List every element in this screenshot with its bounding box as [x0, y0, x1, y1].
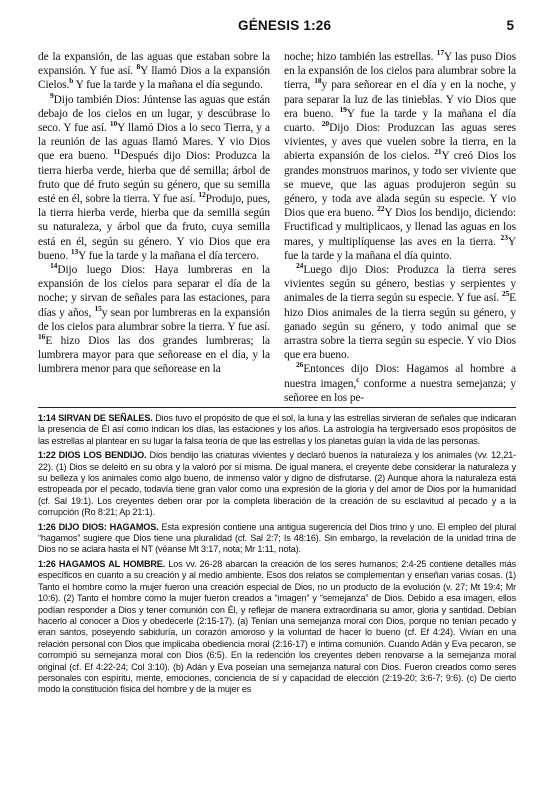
scripture-paragraph: [284, 362, 516, 405]
verse-number: 17: [436, 48, 444, 58]
scripture-text-run: y sean por lumbreras en la expansión de los cielos para alumbrar sobre la tierra. Y fue así.: [38, 306, 270, 333]
verse-number: 19: [339, 105, 347, 115]
scripture-text-run: Y fue la tarde y la mañana el día segundo.: [73, 79, 263, 92]
chapter-verse-heading: GÉNESIS 1:26: [238, 18, 332, 33]
scripture-text-run: Y llamó Dios a lo seco Tierra, y a la reunión de las aguas llamó Mares. Y vio Dios que era bueno.: [38, 122, 270, 163]
verse-number: 22: [377, 204, 385, 214]
study-note: [38, 522, 516, 556]
scripture-paragraph: [38, 50, 270, 93]
verse-number: 18: [314, 76, 322, 86]
scripture-text: [38, 48, 516, 404]
verse-number: 12: [198, 190, 206, 200]
study-note: [38, 450, 516, 518]
scripture-paragraph: [38, 90, 270, 263]
scripture-text-run: Entonces dijo Dios: Hagamos al hombre a nuestra imagen,: [284, 363, 516, 390]
verse-number: 9: [50, 90, 54, 100]
scripture-column-left: [38, 50, 270, 395]
scripture-paragraph: [284, 263, 516, 362]
study-note-text: Los vv. 26-28 abarcan la creación de los seres humanos; 2:4-25 contiene detalles más específicos en cuanto a su creación y al medio ambiente. Esos dos relatos se complementan y enseñan varias cosas. (1) Tanto el hombre como la mujer fueron una creación especial de Dios, no un producto de la evolución (v. 27; Mt 19:4; Mr 10:6). (2) Tanto el hombre como la mujer fueron creados a “imagen” y “semejanza” de Dios. Debido a esa imagen, ellos podían responder a Dios y tener comunión con Él, y reflejar de manera extraordinaria su amor, gloria y santidad. Debían hacerlo al conocer a Dios y obedecerle (2:15-17). (a) Tenían una semejanza moral con Dios, porque no tenían pecado y eran santos, poseyendo sabiduría, un corazón amoroso y la voluntad de hacer lo bueno (cf. Ef 4:24). Vivían en una relación personal con Dios que implicaba obediencia moral (2:16-17) e íntima comunión. Cuando Adán y Eva pecaron, se corrompió su semejanza moral con Dios (6:5). En la redención los creyentes deben renovarse a la semejanza moral original (cf. Ef 4:22-24; Col 3:10). (b) Adán y Eva poseían una semejanza natural con Dios. Fueron creados como seres personales con espíritu, mente, emociones, conciencia de sí y capacidad de elección (2:19-20; 3:6-7; 9:6). (c) De cierto modo la constitución física del hombre y de la mujer es: [38, 558, 517, 695]
verse-number: 13: [70, 247, 79, 257]
scripture-text-run: y para señorear en el día y en la noche, y para separar la luz de las tinieblas. Y vio Dios que era bueno.: [284, 79, 516, 120]
study-note-text: Esta expresión contiene una antigua sugerencia del Dios trino y uno. El empleo del plural “hagamos” sugiere que Dios tiene una pluralidad (cf. Sal 2:7; Is 48:16). Sin embargo, la revelación de la unidad trina de Dios no se aclara hasta el NT (véanse Mt 3:17, nota; Mr 1:11, nota).: [38, 521, 517, 555]
scripture-text-run: noche; hizo también las estrellas.: [284, 51, 437, 63]
scripture-text-run: Y fue la tarde y la mañana el día quinto.: [284, 235, 516, 262]
verse-number: 20: [321, 119, 330, 129]
verse-number: 16: [38, 332, 46, 342]
scripture-text-run: Y creó Dios los grandes monstruos marinos, y todo ser viviente que se mueve, que las aguas produjeron según su género, y toda ave alada según su especie. Y vio Dios que era bueno.: [284, 150, 516, 220]
scripture-paragraph: [38, 263, 270, 377]
verse-number: b: [69, 76, 74, 86]
scripture-text-run: Después dijo Dios: Produzca la tierra hierba verde, hierba que dé semilla; árbol de fruto que dé fruto según su género, que su semilla esté en él, sobre la tierra. Y fue así.: [38, 150, 270, 206]
scripture-text-run: Y las puso Dios en la expansión de los cielos para alumbrar sobre la tierra,: [284, 51, 516, 92]
scripture-column-right: [284, 48, 516, 404]
scripture-text-run: de la expansión, de las aguas que estaban sobre la expansión. Y fue así.: [38, 51, 270, 78]
scripture-text-run: Y llamó Dios a la expansión Cielos.: [38, 65, 271, 92]
verse-number: 25: [501, 289, 510, 299]
study-note: [38, 413, 516, 447]
verse-number: 10: [109, 119, 118, 129]
verse-number: 21: [434, 147, 442, 157]
study-note-reference: 1:26 HAGAMOS AL HOMBRE.: [38, 558, 166, 569]
verse-number: 23: [500, 232, 508, 242]
verse-number: 11: [113, 147, 121, 157]
study-note-reference: 1:26 DIJO DIOS: HAGAMOS.: [38, 521, 159, 532]
scripture-text-run: Luego dijo Dios: Produzca la tierra seres vivientes según su género, bestias y serpientes y animales de la tierra según su especie. Y fue así.: [284, 264, 516, 305]
scripture-text-run: Produjo, pues, la tierra hierba verde, hierba que da semilla según su naturaleza, y árbol que da fruto, cuya semilla está en él, según su género. Y vio Dios que era bueno.: [38, 193, 270, 262]
scripture-text-run: conforme a nuestra semejanza; y señoree en los pe-: [284, 377, 516, 404]
study-note-text: Dios bendijo las criaturas vivientes y declaró buenos la naturaleza y los animales (vv. 12,21-22). (1) Dios se deleitó en su obra y la valoró por sí misma. De igual manera, el creyente debe considerar la naturaleza y su belleza y los animales como algo bueno, de inmenso valor y digno de disfrutarse. (2) Aunque ahora la naturaleza está estropeada por el pecado, todavía tiene gran valor como una expresión de la gloria y del amor de Dios por la humanidad (cf. Sal 19:1). Los creyentes deben orar por la completa liberación de la creación de su esclavitud al pecado y a la corrupción (Ro 8:21; Ap 21:1).: [38, 450, 517, 518]
verse-number: 15: [94, 303, 102, 313]
study-note: [38, 559, 516, 696]
scripture-text-run: Dijo también Dios: Júntense las aguas que están debajo de los cielos en un lugar, y descúbrase lo seco. Y fue así.: [38, 93, 270, 135]
verse-number: c: [356, 374, 360, 384]
scripture-text-run: Dijo luego Dios: Haya lumbreras en la expansión de los cielos para separar el día de la noche; y sirvan de señales para las estaciones, para días y años,: [38, 264, 270, 319]
study-note-text: Dios tuvo el propósito de que el sol, la luna y las estrellas sirvieran de señales que indicaran la presencia de Él así como indican los días, las estaciones y los años. La astrología ha tergiversado esos propósitos de las estrellas al plantear en su lugar la falsa teoría de que las estrellas y los planetas guían la vida de las personas.: [38, 413, 516, 446]
verse-number: 24: [296, 261, 304, 271]
verse-number: 8: [136, 62, 141, 72]
scripture-text-run: Y fue la tarde y la mañana el día cuarto.: [284, 107, 516, 135]
page-header: [38, 18, 514, 36]
page-number: 5: [506, 18, 514, 33]
scripture-text-run: Y fue la tarde y la mañana el día tercero.: [78, 249, 259, 262]
scripture-text-run: E hizo Dios animales de la tierra según su género, y ganado según su género, y todo animal que se arrastra sobre la tierra según su especie. Y vio Dios que era bueno.: [284, 292, 516, 362]
study-note-reference: 1:22 DIOS LOS BENDIJO.: [38, 450, 147, 461]
scripture-paragraph: [284, 50, 516, 263]
study-notes: [38, 413, 516, 699]
scripture-text-run: Dijo Dios: Produzcan las aguas seres vivientes, y aves que vuelen sobre la tierra, en la abierta expansión de los cielos.: [284, 122, 516, 163]
verse-number: 26: [296, 360, 304, 370]
scripture-text-run: Y Dios los bendijo, diciendo: Fructificad y multiplicaos, y llenad las aguas en los mares, y multiplíquense las aves en la tierra.: [284, 207, 516, 248]
scripture-text-run: E hizo Dios las dos grandes lumbreras; la lumbrera mayor para que señorease en el día, y la lumbrera menor para que señorease en la: [38, 335, 270, 376]
footnote-divider: [38, 407, 516, 408]
verse-number: 14: [50, 261, 58, 271]
study-note-reference: 1:14 SIRVAN DE SEÑALES.: [38, 413, 153, 423]
